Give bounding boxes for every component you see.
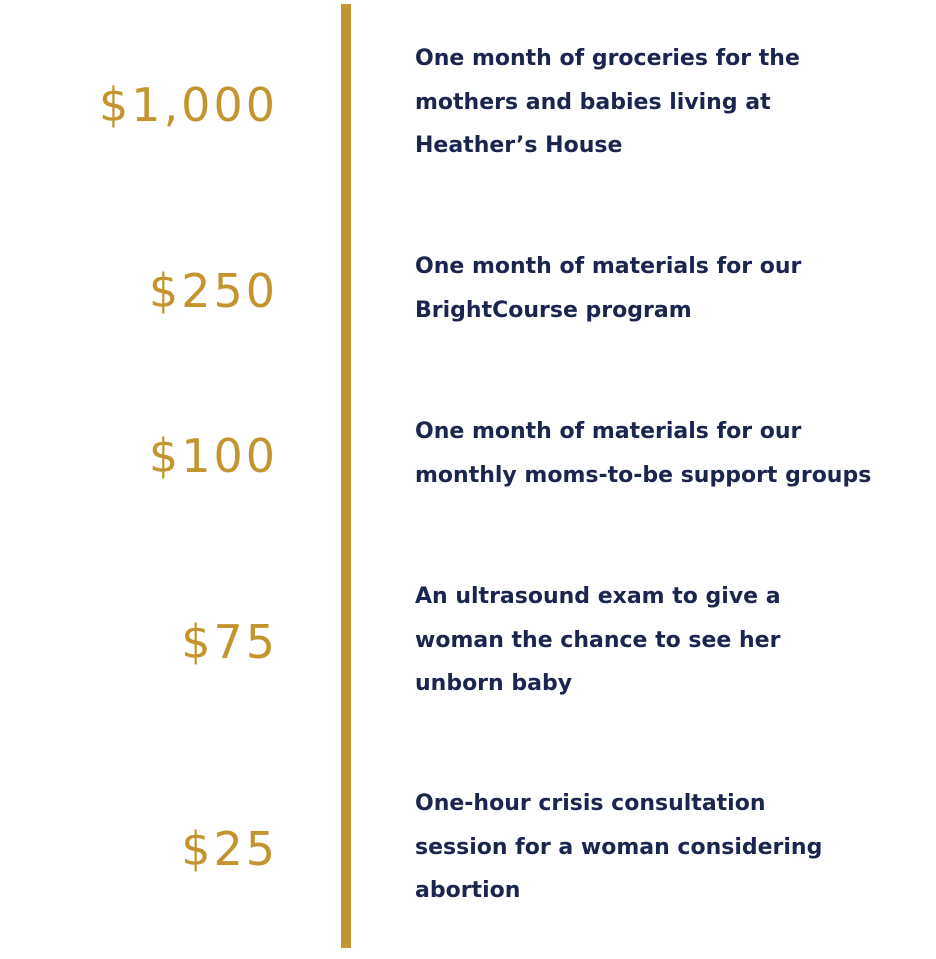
tier-description-100: One month of materials for our monthly moms-to-be support groups <box>415 419 872 488</box>
tier-description-250: One month of materials for our BrightCourse program <box>415 254 802 323</box>
tier-amount-75: $75 <box>181 615 278 669</box>
tier-amount-250: $250 <box>148 264 278 318</box>
vertical-divider <box>341 4 351 948</box>
tier-description-25: One-hour crisis consultation session for a woman considering abortion <box>415 791 823 903</box>
tier-amount-100: $100 <box>148 429 278 483</box>
tier-description-75: An ultrasound exam to give a woman the chance to see her unborn baby <box>415 584 781 696</box>
tier-amount-25: $25 <box>181 822 278 876</box>
tier-description-1000: One month of groceries for the mothers and babies living at Heather’s House <box>415 46 800 158</box>
tier-amount-1000: $1,000 <box>99 78 278 132</box>
